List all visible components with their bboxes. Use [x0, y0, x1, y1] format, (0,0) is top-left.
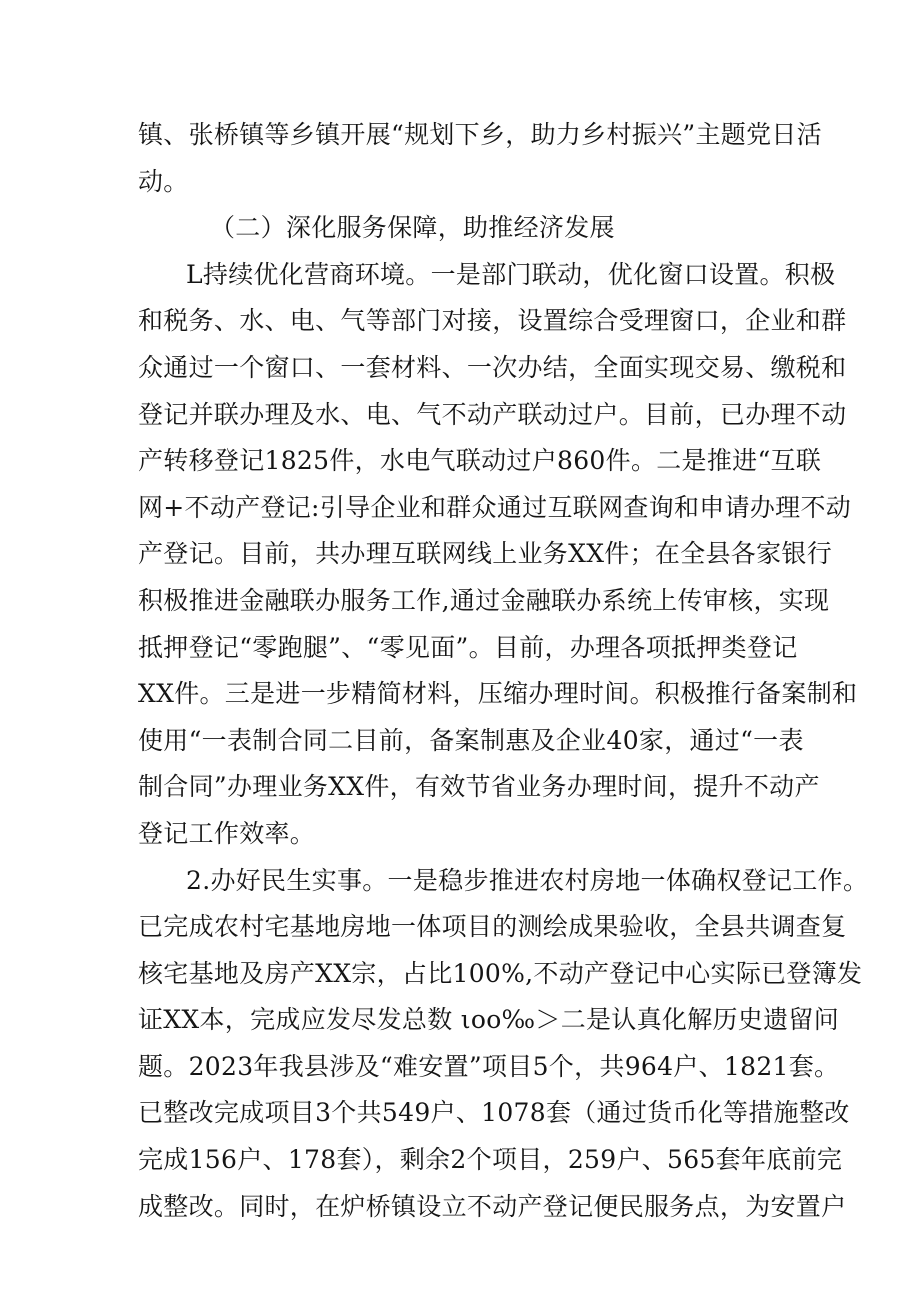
text-line: 登记并联办理及水、电、气不动产联动过户。目前，已办理不动 [138, 399, 847, 429]
text-line: 使用“一表制合同二目前，备案制惠及企业40家，通过“一表 [138, 725, 804, 755]
text-line: 积极推进金融联办服务工作,通过金融联办系统上传审核，实现 [138, 585, 830, 615]
text-line: 登记工作效率。 [138, 818, 316, 848]
text-line: 成整改。同时，在炉桥镇设立不动产登记便民服务点，为安置户 [138, 1191, 847, 1221]
text-line: 网+不动产登记:引导企业和群众通过互联网查询和申请办理不动 [138, 492, 852, 522]
text-line: 动。 [138, 166, 189, 196]
text-line: 镇、张桥镇等乡镇开展“规划下乡，助力乡村振兴”主题党日活 [138, 120, 822, 149]
text-line: 众通过一个窗口、一套材料、一次办结，全面实现交易、缴税和 [138, 352, 847, 382]
paragraph-start: L持续优化营商环境。一是部门联动，优化窗口设置。积极 [186, 259, 836, 289]
paragraph-start: 2.办好民生实事。一是稳步推进农村房地一体确权登记工作。 [186, 865, 869, 895]
text-line: 证XX本，完成应发尽发总数 ιoo‰＞二是认真化解历史遗留问 [138, 1005, 839, 1035]
text-line: 核宅基地及房产XX宗，占比100%,不动产登记中心实际已登簿发 [138, 958, 863, 988]
text-line: XX件。三是进一步精简材料，压缩办理时间。积极推行备案制和 [138, 679, 858, 709]
section-heading: （二）深化服务保障，助推经济发展 [210, 213, 615, 243]
text-line: 产登记。目前，共办理互联网线上业务XX件；在全县各家银行 [138, 539, 832, 569]
document-body [138, 112, 869, 1230]
text-line: 制合同”办理业务XX件，有效节省业务办理时间，提升不动产 [138, 772, 820, 802]
text-line: 已完成农村宅基地房地一体项目的测绘成果验收，全县共调查复 [138, 912, 847, 942]
text-line: 抵押登记“零跑腿”、“零见面”。目前，办理各项抵押类登记 [138, 632, 798, 662]
text-line: 已整改完成项目3个共549户、1078套（通过货币化等措施整改 [138, 1098, 850, 1128]
text-line: 和税务、水、电、气等部门对接，设置综合受理窗口，企业和群 [138, 306, 847, 336]
text-line: 题。2023年我县涉及“难安置”项目5个，共964户、1821套。 [138, 1051, 840, 1081]
text-line: 产转移登记1825件，水电气联动过户860件。二是推进“互联 [138, 446, 822, 476]
text-line: 完成156户、178套），剩余2个项目，259户、565套年底前完 [138, 1145, 843, 1175]
